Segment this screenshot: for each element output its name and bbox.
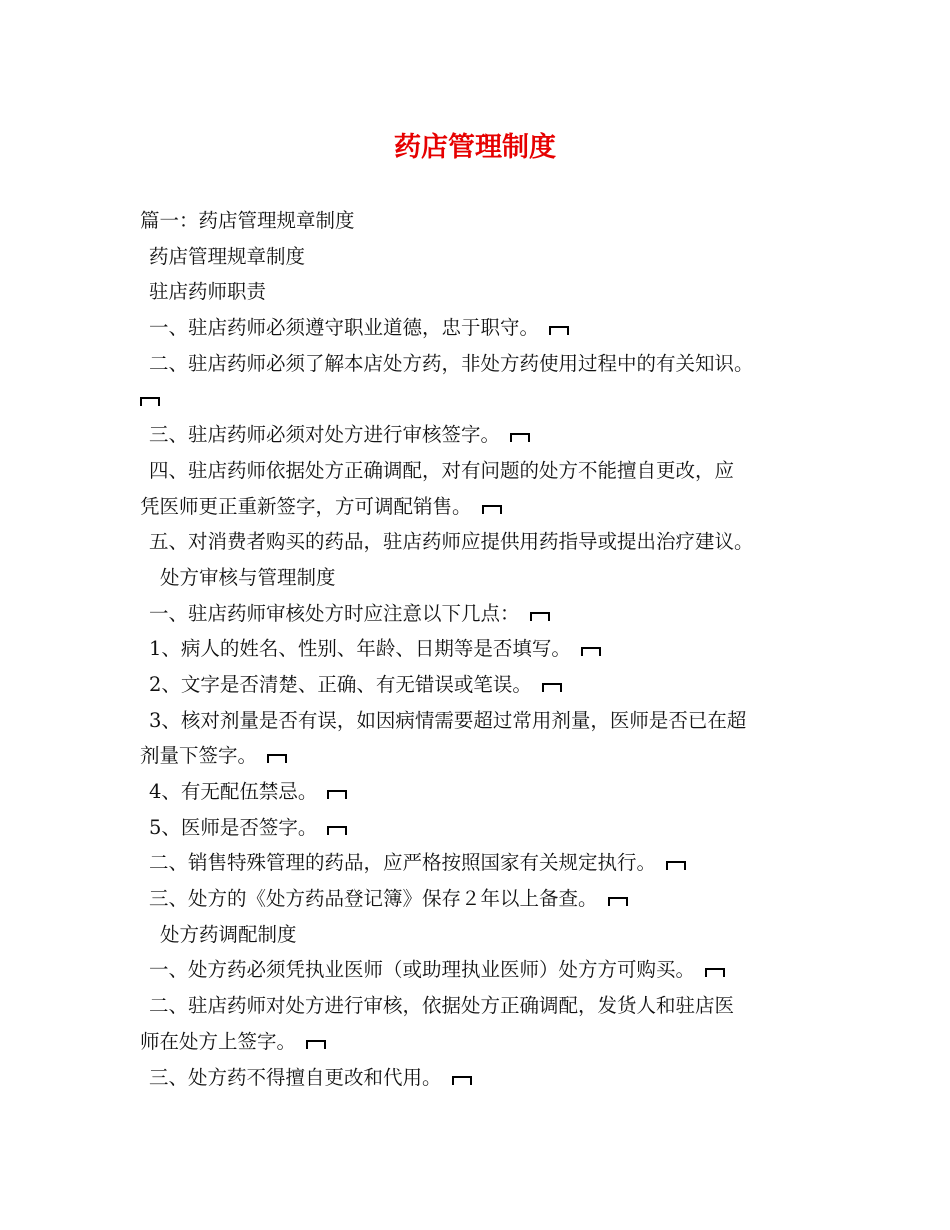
paragraph-mark-icon: [327, 790, 347, 799]
paragraph-text: 驻店药师职责: [149, 280, 267, 304]
paragraph-line: [140, 774, 830, 810]
paragraph-text: 一、处方药必须凭执业医师（或助理执业医师）处方方可购买。: [149, 958, 696, 982]
paragraph-text: 一、驻店药师审核处方时应注意以下几点：: [149, 601, 520, 625]
paragraph-line: [140, 703, 830, 739]
paragraph-mark-icon: [482, 505, 502, 514]
paragraph-line: [140, 845, 830, 881]
paragraph-line: [140, 203, 830, 239]
paragraph-mark-icon: [140, 397, 160, 406]
paragraph-line: [140, 560, 830, 596]
paragraph-line: [140, 524, 830, 560]
paragraph-text: 处方审核与管理制度: [160, 565, 336, 589]
paragraph-line: [140, 239, 830, 275]
paragraph-line: [140, 917, 830, 953]
paragraph-line: [140, 952, 830, 988]
paragraph-line: [140, 1024, 830, 1060]
paragraph-text: 5、医师是否签字。: [149, 815, 318, 839]
paragraph-line: [140, 381, 830, 417]
paragraph-line: [140, 489, 830, 525]
paragraph-mark-icon: [306, 1040, 326, 1049]
paragraph-line: [140, 988, 830, 1024]
paragraph-mark-icon: [530, 612, 550, 621]
document-body: [140, 203, 830, 1095]
paragraph-line: [140, 274, 830, 310]
paragraph-line: [140, 346, 830, 382]
paragraph-text: 3、核对剂量是否有误，如因病情需要超过常用剂量，医师是否已在超: [149, 708, 747, 732]
document-title: 药店管理制度: [394, 132, 556, 163]
paragraph-text: 药店管理规章制度: [149, 244, 306, 268]
paragraph-text: 五、对消费者购买的药品，驻店药师应提供用药指导或提出治疗建议。: [149, 530, 754, 554]
paragraph-line: [140, 667, 830, 703]
paragraph-text: 二、销售特殊管理的药品，应严格按照国家有关规定执行。: [149, 851, 657, 875]
paragraph-text: 剂量下签字。: [140, 744, 258, 768]
paragraph-line: [140, 881, 830, 917]
paragraph-mark-icon: [705, 968, 725, 977]
paragraph-text: 三、驻店药师必须对处方进行审核签字。: [149, 423, 501, 447]
paragraph-mark-icon: [542, 683, 562, 692]
paragraph-text: 三、处方药不得擅自更改和代用。: [149, 1065, 442, 1089]
paragraph-mark-icon: [581, 647, 601, 656]
paragraph-line: [140, 417, 830, 453]
paragraph-line: [140, 1060, 830, 1096]
paragraph-text: 二、驻店药师必须了解本店处方药，非处方药使用过程中的有关知识。: [149, 351, 754, 375]
paragraph-text: 师在处方上签字。: [140, 1029, 297, 1053]
paragraph-line: [140, 596, 830, 632]
paragraph-line: [140, 738, 830, 774]
paragraph-mark-icon: [452, 1076, 472, 1085]
paragraph-line: [140, 631, 830, 667]
paragraph-mark-icon: [549, 326, 569, 335]
paragraph-text: 三、处方的《处方药品登记簿》保存２年以上备查。: [149, 887, 598, 911]
paragraph-text: 2、文字是否清楚、正确、有无错误或笔误。: [149, 672, 532, 696]
paragraph-text: 1、病人的姓名、性别、年龄、日期等是否填写。: [149, 637, 571, 661]
paragraph-line: [140, 810, 830, 846]
paragraph-text: 处方药调配制度: [160, 922, 297, 946]
paragraph-text: 4、有无配伍禁忌。: [149, 780, 318, 803]
paragraph-text: 凭医师更正重新签字，方可调配销售。: [140, 494, 472, 518]
paragraph-mark-icon: [666, 861, 686, 870]
paragraph-mark-icon: [327, 826, 347, 835]
paragraph-line: [140, 310, 830, 346]
paragraph-text: 四、驻店药师依据处方正确调配，对有问题的处方不能擅自更改，应: [149, 458, 735, 482]
paragraph-text: 篇一：药店管理规章制度: [140, 209, 355, 232]
paragraph-line: [140, 453, 830, 489]
paragraph-text: 一、驻店药师必须遵守职业道德，忠于职守。: [149, 316, 540, 340]
paragraph-mark-icon: [608, 897, 628, 906]
paragraph-text: 二、驻店药师对处方进行审核，依据处方正确调配，发货人和驻店医: [149, 994, 735, 1018]
paragraph-mark-icon: [510, 433, 530, 442]
paragraph-mark-icon: [267, 754, 287, 763]
